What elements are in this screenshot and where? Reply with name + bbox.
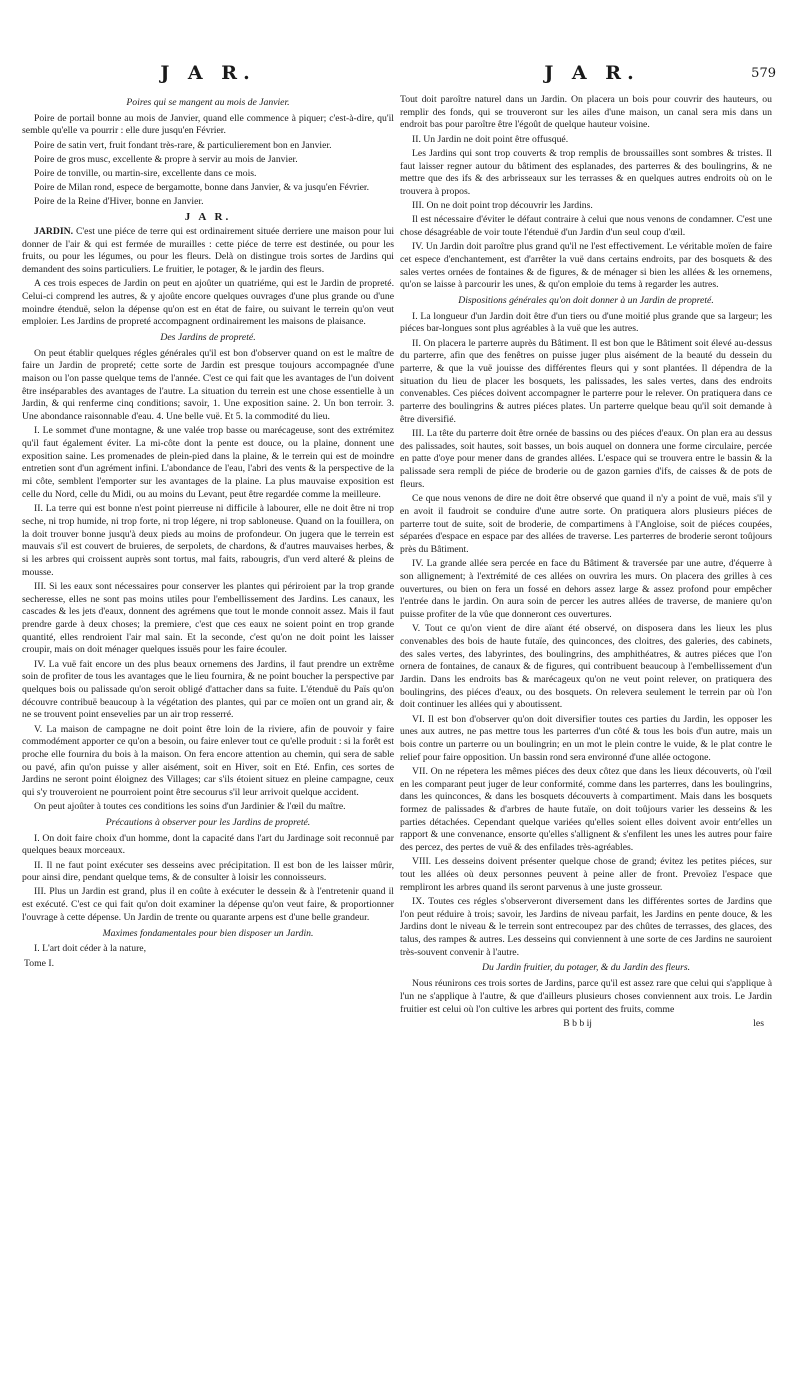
pear-entry: Poire de la Reine d'Hiver, bonne en Janvier. — [34, 196, 204, 208]
paragraph: Nous réunirons ces trois sortes de Jardins, parce qu'il est assez rare que celui qui s'applique à l'un ne s'applique à l'autre, & que d'ailleurs plusieurs choses conviennent aux trois. Le Jardin fruitier est celui où l'on cultive les arbres qui portent des fruits, comme — [400, 978, 772, 1015]
signature-mark: B b b ij — [563, 1017, 593, 1029]
paragraph: Ce que nous venons de dire ne doit être observé que quand il n'y a point de vuë, mais s'il y en avoit il faudroit se conduire d'une autre sorte. On pratiquera alors plusieurs piéces de parterre tout de suite, soit de broderie, de compartimens à l'Angloise, soit de piéces coupées, séparées d'espace en espace par des allées de traverse. Les parterres de broderie seront toûjours près du Bâtiment. — [400, 493, 772, 555]
left-running-title: J A R. — [160, 62, 256, 84]
section-heading-fruitier: Du Jardin fruitier, du potager, & du Jardin des fleurs. — [481, 962, 691, 974]
right-page-header — [402, 62, 782, 92]
right-text-column — [400, 94, 772, 1389]
numbered-paragraph: II. La terre qui est bonne n'est point pierreuse ni difficile à labourer, elle ne doit être ni trop seche, ni trop humide, ni trop forte, ni trop légere, ni trop sabloneuse. Quand on la fouillera, on la doit trouver bonne jusqu'à deux pieds au moins de profondeur. On jugera que le terrein est mauvais s'il est couvert de bruieres, de serpolets, de chardons, & d'autres mauvaises herbes, & si les arbres qui croissent auprès sont tortus, mal faits, rabougris, d'un verd alteré & pleins de mousse. — [22, 503, 394, 578]
section-heading-dispositions: Dispositions générales qu'on doit donner à un Jardin de propreté. — [458, 295, 714, 307]
paragraph: A ces trois especes de Jardin on peut en ajoûter un quatriéme, qui est le Jardin de propreté. Celui-ci comprend les autres, & y ajoûte encore quelques ouvrages d'une plus grande ou d'une moindre étenduë, selon la dépense qu'on est en état de faire, ou suivant le terrein qu'on veut emploier. Les Jardins de propreté accompagnent ordinairement les maisons de plaisance. — [22, 278, 394, 328]
page-number: 579 — [751, 66, 776, 81]
numbered-paragraph: V. Tout ce qu'on vient de dire aïant été observé, on disposera dans les lieux les plus convenables des bois de haute futaïe, des quinconces, des cloitres, des galeries, des cabinets, des sales vertes, des labyrintes, des boulingrins, des amphithéatres, & autres piéces que l'on ornera de fontaines, de canaux & de figures, qui contribuent beaucoup à l'embellissement d'un Jardin. Dans les endroits bas & marécageux qu'on ne veut point relever, on pratiquera des boulingrins, des piéces d'eaux, ou des bosquets. On relevera seulement le terrein par où l'on doit continuer les allées qui y aboutissent. — [400, 623, 772, 711]
numbered-paragraph: IV. La grande allée sera percée en face du Bâtiment & traversée par une autre, d'équerre à son allignement; à l'extrémité de ces allées on ouvrira les murs. On placera des grilles à ces ouvertures, ou bien on fera un fossé en dehors assez large & assez profond pour empêcher l'entrée dans le jardin. On aura soin de percer les autres allées de traverse, de maniere qu'on puisse profiter de la vûe que donneront ces ouvertures. — [400, 558, 772, 620]
right-footer — [400, 1018, 772, 1031]
pear-entry: Poire de satin vert, fruit fondant très-rare, & particulierement bon en Janvier. — [34, 139, 332, 151]
numbered-paragraph: I. Le sommet d'une montagne, & une valée trop basse ou marécageuse, sont des extrémitez qu'il faut également éviter. La mi-côte dont la pente est douce, ou la plaine, donnent une exposition saine. Les promenades de plein-pied dans la plaine, & le terrein qui est de moindre entretien sont d'un agrément infini. L'abondance de l'eau, l'abri des vents & la perspective de la mi côte, semblent l'emporter sur les avantages de la plaine. La plus mauvaise exposition est celle du Nord, celle du Midi, ou au moins du Levant, peut être regardée comme la meilleure. — [22, 425, 394, 500]
pear-entry: Poire de tonville, ou martin-sire, excellente dans ce mois. — [34, 168, 257, 180]
numbered-paragraph: III. La tête du parterre doit être ornée de bassins ou des piéces d'eaux. On plan era au dessus des palissades, soit hautes, soit basses, un bois auquel on donnera une forme circulaire, percée en patte d'oye pour mener dans de grandes allées. L'espace qui se trouvera entre le bassin & la palissade sera rempli de piéce de broderie ou de gazon garnies d'ifs, de caisses & de pots de fleurs. — [400, 428, 772, 490]
numbered-paragraph: III. Plus un Jardin est grand, plus il en coûte à exécuter le dessein & à l'entretenir quand il est exécuté. C'est ce qui fait qu'on doit examiner la dépense qu'on veut faire, & proportionner l'ouvrage à cette dépense. Un Jardin de trente ou quarante arpens est d'une belle grandeur. — [22, 886, 394, 923]
numbered-paragraph: I. L'art doit céder à la nature, — [34, 943, 147, 955]
left-page-header — [18, 62, 398, 92]
numbered-paragraph: II. Il ne faut point exécuter ses desseins avec précipitation. Il est bon de les laisser mûrir, pour ainsi dire, pendant quelque tems, & de consulter à loisir les connoisseurs. — [22, 859, 394, 884]
numbered-paragraph: III. On ne doit point trop découvrir les Jardins. — [412, 200, 593, 212]
numbered-paragraph: IV. La vuë fait encore un des plus beaux ornemens des Jardins, il faut prendre un extrême soin de profiter de tous les avantages que le lieu fournira, & ne point boucher la perspective par quelques bois ou palissade qu'on seroit obligé d'attacher dans sa fuite. L'étenduë du Païs qu'on découvre contribuë beaucoup à la végétation des plantes, qui par ce moïen ont un grand air, & ne se trouvent point ensevelies par un air trop resserré. — [22, 658, 394, 721]
paragraph: Il est nécessaire d'éviter le défaut contraire à celui que nous venons de condamner. C'est une chose désagréable de voir toute l'étenduë d'un Jardin d'un seul coup d'œil. — [400, 214, 772, 239]
volume-marker: Tome I. — [24, 957, 54, 969]
paragraph: Les Jardins qui sont trop couverts & trop remplis de broussailles sont sombres & tristes. Il faut laisser regner autour du bâtiment des esplanades, des parterres & des boulingrins, & ne mettre que des ifs & des arbrisseaux sur les terrasses & en quelques autres endroits où on le trouvera à propos. — [400, 147, 772, 197]
pear-entry: Poire de Milan rond, espece de bergamotte, bonne dans Janvier, & va jusqu'en Février. — [34, 182, 370, 194]
catchword: les — [753, 1017, 764, 1029]
left-footer — [22, 958, 394, 971]
section-heading-maximes: Maximes fondamentales pour bien disposer un Jardin. — [102, 927, 314, 939]
numbered-paragraph: I. On doit faire choix d'un homme, dont la capacité dans l'art du Jardinage soit reconnuë par quelques beaux morceaux. — [22, 832, 394, 857]
numbered-paragraph: II. On placera le parterre auprès du Bâtiment. Il est bon que le Bâtiment soit élevé au-dessus du parterre, afin que des fenêtres on puisse juger plus aisément de la beauté du dessein du parterre, & que la vuë jouisse des différentes fleurs qui y sont plantées. Il dépendra de la situation du lieu de placer les bosquets, les palissades, les sales vertes, dans des endroits convenables. Ces piéces doivent accompagner le parterre pour le relever. On pratiquera dans ce parterre des boulingrins & autres piéces plates. Un parterre quelque beau qu'il soit demande à être diversifié. — [400, 337, 772, 425]
numbered-paragraph: VII. On ne répetera les mêmes piéces des deux côtez que dans les lieux découverts, où l'œil en les comparant peut juger de leur conformité, comme dans les parterres, dans les boulingrins, dans les quinconces, & dans les bosquets découverts à compartiment. Mais dans les bosquets formez de palissades & d'arbres de haute futaïe, on doit toûjours varier les desseins & les parties détachées. Cependant quelque variées qu'elles soient elles doivent avoir entr'elles un rapport & une convenance, ensorte qu'elles s'allignent & s'enfilent les unes les autres pour faire des percez, des pertes de vuë & des enfilades très-agréables. — [400, 765, 772, 854]
numbered-paragraph: VI. Il est bon d'observer qu'on doit diversifier toutes ces parties du Jardin, les opposer les unes aux autres, ne pas mettre tous les parterres d'un côté & tous les bois d'un autre, mais un bois contre un parterre ou un boulingrin; en un mot le plein contre le vuide, & le plat contre le relief pour faire opposition. Un bassin rond sera environné d'une allée octogone. — [400, 713, 772, 763]
numbered-paragraph: IV. Un Jardin doit paroître plus grand qu'il ne l'est effectivement. Le véritable moïen de faire cet espece d'enchantement, est d'arrêter la vuë dans certains endroits, par des bosquets & des sales vertes ornées de fontaines & de figures, & de ménager si bien les allées & les ornemens, qu'on se laisse à parcourir les unes, & qu'on emploie du tems à regarder les autres. — [400, 241, 772, 291]
section-heading-poires: Poires qui se mangent au mois de Janvier. — [126, 97, 290, 108]
numbered-paragraph: I. La longueur d'un Jardin doit être d'un tiers ou d'une moitié plus grande que sa largeur; les piéces bar-longues sont plus agréables à la vuë que les autres. — [400, 310, 772, 335]
section-heading-precautions: Précautions à observer pour les Jardins de propreté. — [105, 816, 311, 828]
numbered-paragraph: VIII. Les desseins doivent présenter quelque chose de grand; évitez les petites piéces, sur tout les allées où deux personnes peuvent à peine aller de front. Prevoïez l'espace que rempliront les arbres quand ils seront parvenus à une juste grosseur. — [400, 856, 772, 893]
jardin-headword: JARDIN. — [34, 225, 74, 237]
jardin-intro-paragraph — [22, 226, 394, 277]
jardin-intro-text: C'est une piéce de terre qui est ordinairement située derriere une maison pour lui donner de l'air & qui est fermée de murailles : cette piéce de terre est destinée, ou pour les fruits, ou pour les légumes, ou pour les fleurs. Delà on distingue trois sortes de Jardins qui demandent des soins particuliers. Le fruitier, le potager, & le jardin des fleurs. — [22, 225, 394, 275]
numbered-paragraph: V. La maison de campagne ne doit point être loin de la riviere, afin de pouvoir y faire commodément apporter ce qu'on a besoin, ou faire enlever tout ce qu'elle produit : si la forêt est proche elle fournira du bois à la maison. On fera encore attention au chemin, qui sera de sable ou pavé, afin qu'on puisse y aller aisément, soit en Hiver, soit en Eté. Enfin, ces sortes de Jardins ne seront point éloignez des Villages; car s'ils étoient situez en pleine campagne, ceux qui s'y trouveroient ne pourroient point être secourus s'il leur arrivoit quelque accident. — [22, 723, 394, 799]
left-text-column — [22, 94, 394, 1389]
pear-entry: Poire de portail bonne au mois de Janvier, quand elle commence à piquer; c'est-à-dire, qu'il semble qu'elle va pourrir : elle dure jusqu'en Février. — [22, 112, 394, 137]
paragraph: Tout doit paroître naturel dans un Jardin. On placera un bois pour couvrir des hauteurs, ou remplir des fonds, qui se trouveront sur les ailes d'une maison, un canal sera mis dans un endroit bas pour paroître être l'égoût de quelque hauteur voisine. — [400, 94, 772, 131]
section-heading-des-jardins: Des Jardins de propreté. — [160, 331, 256, 343]
paragraph: On peut établir quelques régles générales qu'il est bon d'observer quand on est le maître de faire un Jardin de propreté; cette sorte de Jardin est presque toujours accompagnée d'une maison ou l'on passe quelque tems de l'année. C'est ce qui fait que les avantages de l'un doivent être inséparables des avantages de l'autre. La situation du terrein est une chose essentielle à un Jardin, & qui renferme cinq conditions; savoir, 1. Une exposition saine. 2. Un bon terroir. 3. Une abondance raisonnable d'eau. 4. Une belle vuë. Et 5. la commodité du lieu. — [22, 347, 394, 423]
entry-heading-jar: J A R. — [184, 211, 232, 224]
pear-entry: Poire de gros musc, excellente & propre à servir au mois de Janvier. — [34, 153, 298, 165]
right-running-title: J A R. — [544, 62, 640, 84]
paragraph: On peut ajoûter à toutes ces conditions les soins d'un Jardinier & l'œil du maître. — [34, 801, 346, 813]
numbered-paragraph: II. Un Jardin ne doit point être offusqué. — [412, 133, 569, 145]
numbered-paragraph: III. Si les eaux sont nécessaires pour conserver les plantes qui périroient par la trop grande secheresse, elles ne sont pas moins utiles pour l'embellissement des Jardins. Les canaux, les cascades & les jets d'eaux, donnent des agrémens que tout le monde connoit assez. Mais il faut prendre garde à deux choses; la premiere, c'est que ces eaux ne soient point en trop grande quantité, elles rendroient l'air mal sain. Et la seconde, c'est qu'on ne doit point les laisser croupir, mais on doit ménager quelques issuës pour les faire écouler. — [22, 580, 394, 656]
numbered-paragraph: IX. Toutes ces régles s'observeront diversement dans les différentes sortes de Jardins que l'on peut réduire à trois; savoir, les Jardins de niveau parfait, les Jardins en pente douce, & les Jardins dont le niveau & le terrein sont entrecoupez par des chûtes de terrasses, des glaces, des talus, des rampes & autres. Les desseins qui conviennent à une sorte de ces Jardins ne sauroient très-souvent convenir à l'autre. — [400, 895, 772, 958]
